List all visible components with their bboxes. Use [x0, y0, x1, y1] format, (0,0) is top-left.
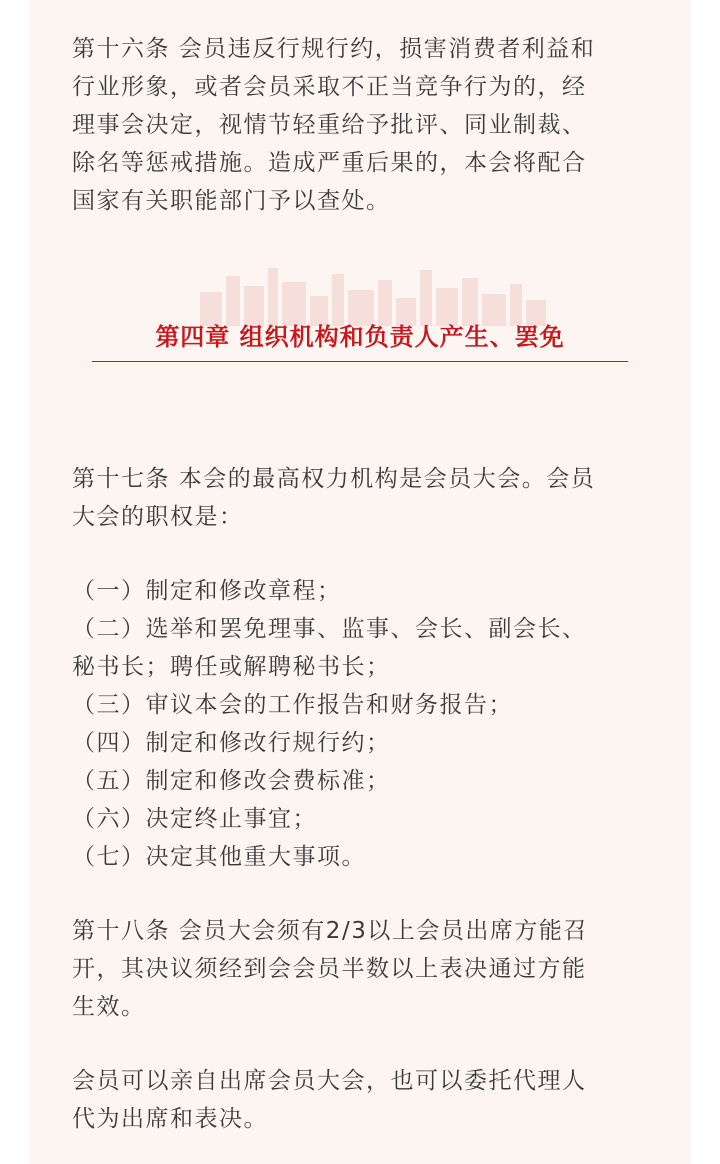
article-17-paragraph: 第十七条 本会的最高权力机构是会员大会。会员 大会的职权是：: [72, 466, 596, 530]
article-18-paragraph: 第十八条 会员大会须有2/3以上会员出席方能召 开，其决议须经到会会员半数以上表决通过方能 生效。: [72, 918, 588, 1020]
skyline-decoration-icon: [160, 262, 600, 326]
chapter-divider: [92, 361, 628, 362]
article-17-items-list: （一）制定和修改章程； （二）选举和罢免理事、监事、会长、副会长、 秘书长；聘任或解聘秘书长； （三）审议本会的工作报告和财务报告； （四）制定和修改行规行约； （五）制定和修改会费标准； （六）决定终止事宜； （七）决定其他重大事项。: [72, 578, 587, 870]
proxy-attendance-paragraph: 会员可以亲自出席会员大会，也可以委托代理人 代为出席和表决。: [72, 1068, 587, 1132]
article-16-paragraph: 第十六条 会员违反行规行约，损害消费者利益和 行业形象，或者会员采取不正当竞争行为的，经 理事会决定，视情节轻重给予批评、同业制裁、 除名等惩戒措施。造成严重后果的，本会将配合 国家有关职能部门予以查处。: [72, 36, 596, 214]
document-page: [30, 0, 690, 1164]
chapter-heading: 第四章 组织机构和负责人产生、罢免: [155, 323, 565, 351]
